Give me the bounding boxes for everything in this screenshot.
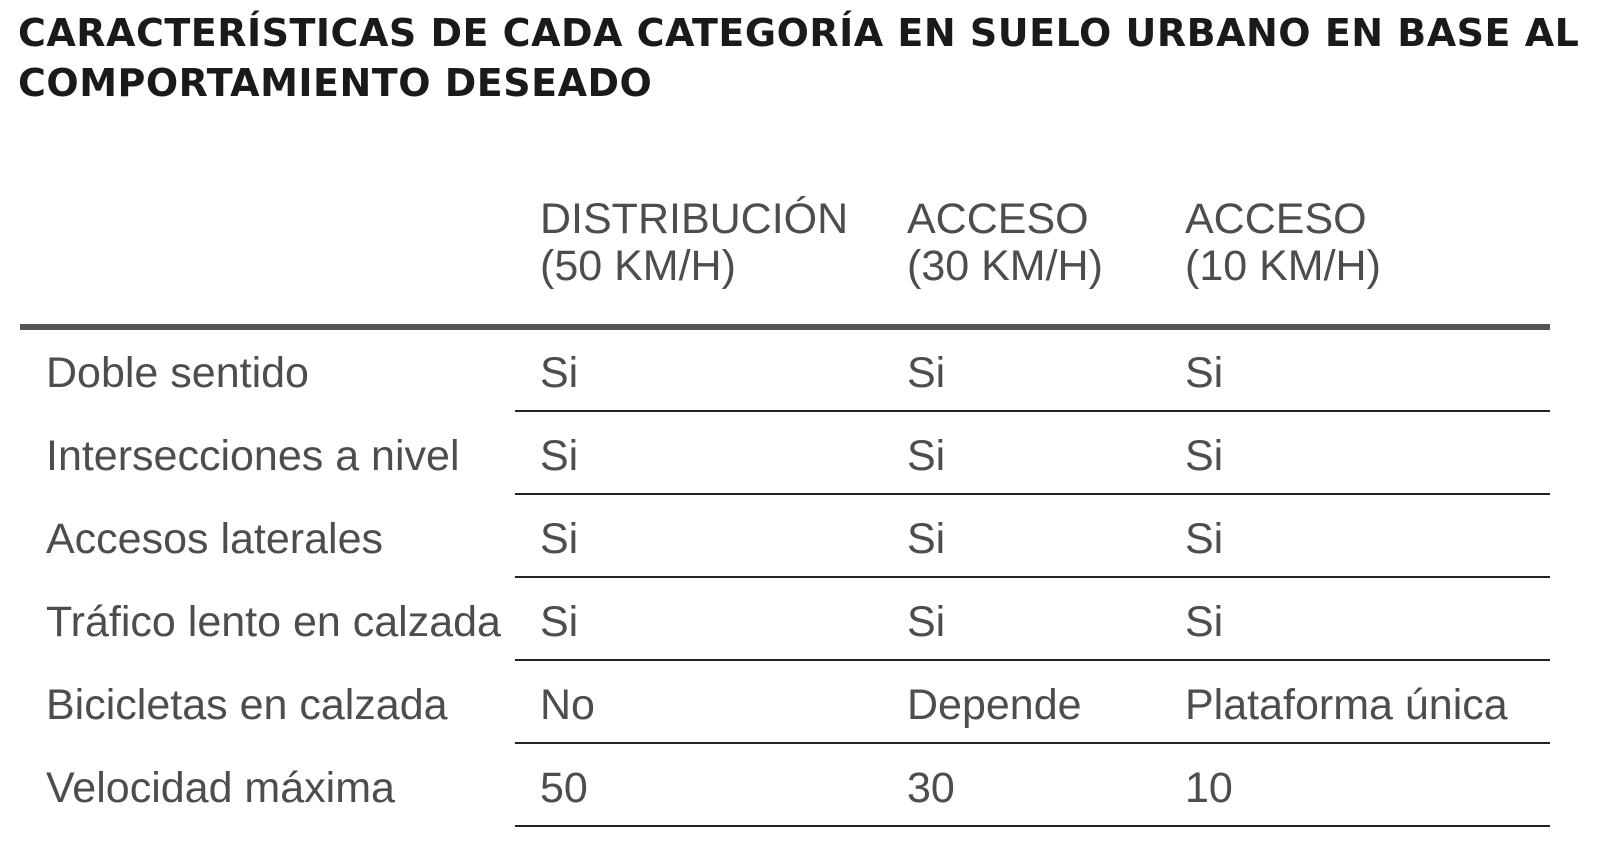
column-header-acceso-30 <box>907 196 1103 290</box>
cell-acceso-10: 10 <box>1185 764 1233 812</box>
cell-distribucion: Si <box>540 349 579 397</box>
cell-acceso-10: Si <box>1185 515 1224 563</box>
table-row <box>0 662 1597 745</box>
row-label: Doble sentido <box>46 349 309 397</box>
column-header-name: ACCESO <box>1185 195 1367 243</box>
cell-distribucion: Si <box>540 598 579 646</box>
row-divider <box>515 576 1550 578</box>
row-label: Velocidad máxima <box>46 764 395 812</box>
cell-acceso-30: Depende <box>907 681 1082 729</box>
title-line-1: CARACTERÍSTICAS DE CADA CATEGORÍA EN SUELO URBANO EN BASE AL <box>18 11 1580 55</box>
column-header-speed: (10 KM/H) <box>1185 242 1381 290</box>
cell-distribucion: Si <box>540 432 579 480</box>
cell-acceso-30: Si <box>907 515 946 563</box>
row-divider <box>515 659 1550 661</box>
cell-acceso-30: Si <box>907 432 946 480</box>
column-header-speed: (50 KM/H) <box>540 242 736 290</box>
row-divider <box>515 742 1550 744</box>
column-header-speed: (30 KM/H) <box>907 242 1103 290</box>
cell-acceso-30: 30 <box>907 764 955 812</box>
column-header-name: ACCESO <box>907 195 1089 243</box>
table-row <box>0 745 1597 828</box>
cell-acceso-10: Si <box>1185 598 1224 646</box>
row-divider <box>515 410 1550 412</box>
cell-acceso-30: Si <box>907 349 946 397</box>
cell-acceso-10: Si <box>1185 432 1224 480</box>
column-header-name: DISTRIBUCIÓN <box>540 195 849 243</box>
cell-acceso-10: Si <box>1185 349 1224 397</box>
table-row <box>0 330 1597 413</box>
column-header-distribucion <box>540 196 848 290</box>
cell-acceso-30: Si <box>907 598 946 646</box>
row-label: Bicicletas en calzada <box>46 681 448 729</box>
row-divider <box>515 493 1550 495</box>
row-label: Tráfico lento en calzada <box>46 598 501 646</box>
row-label: Intersecciones a nivel <box>46 432 460 480</box>
column-header-acceso-10 <box>1185 196 1381 290</box>
cell-distribucion: 50 <box>540 764 588 812</box>
cell-distribucion: No <box>540 681 595 729</box>
title-line-2: COMPORTAMIENTO DESEADO <box>18 61 653 105</box>
row-label: Accesos laterales <box>46 515 383 563</box>
cell-distribucion: Si <box>540 515 579 563</box>
table-row <box>0 496 1597 579</box>
table-row <box>0 579 1597 662</box>
cell-acceso-10: Plataforma única <box>1185 681 1508 729</box>
table-row <box>0 413 1597 496</box>
row-divider <box>515 825 1550 827</box>
page-title <box>18 8 1578 108</box>
